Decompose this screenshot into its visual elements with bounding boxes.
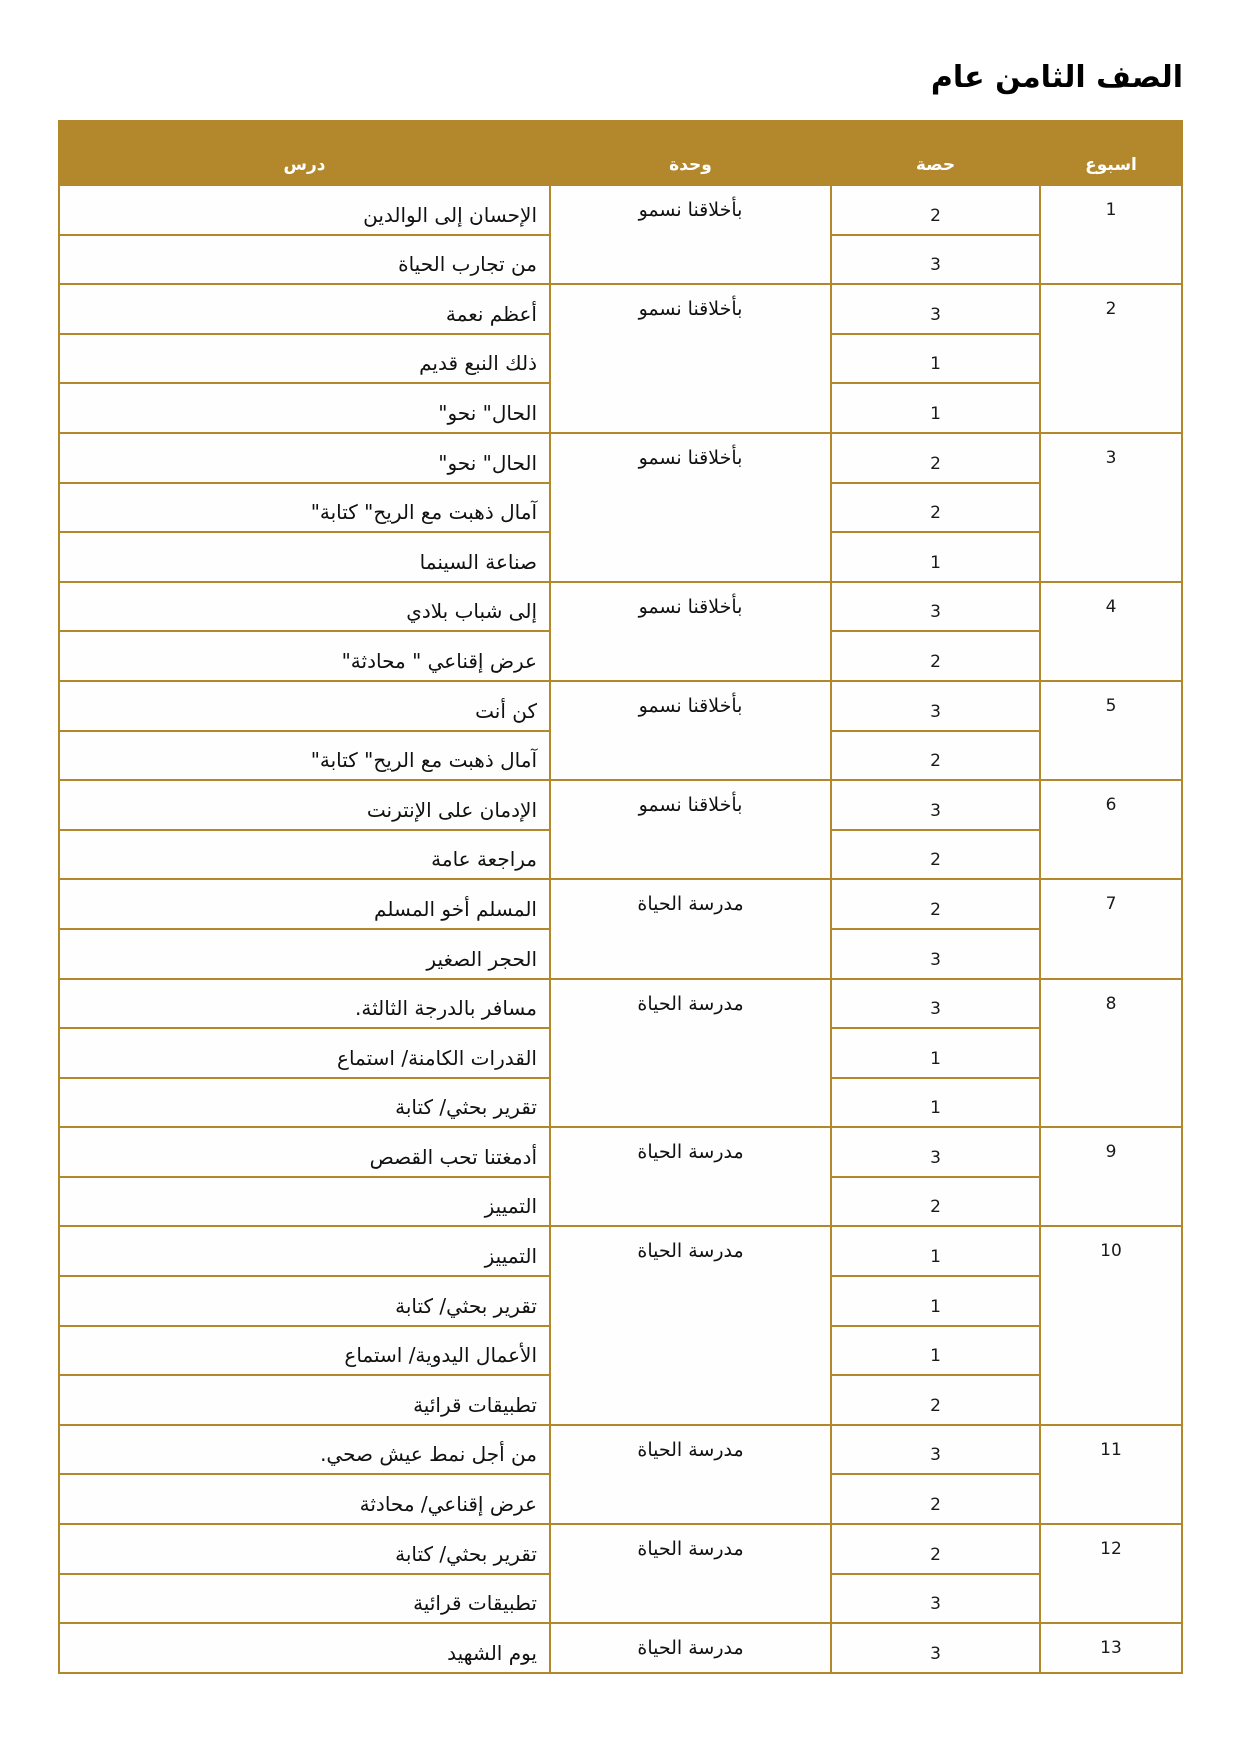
unit-name-cell: بأخلاقنا نسمو <box>550 433 831 582</box>
period-count-cell: 3 <box>831 1425 1040 1475</box>
unit-name-cell: مدرسة الحياة <box>550 1623 831 1673</box>
schedule-row <box>59 284 1182 334</box>
schedule-row <box>59 879 1182 929</box>
period-count-cell: 2 <box>831 830 1040 880</box>
period-count-cell: 1 <box>831 1028 1040 1078</box>
period-count-cell: 3 <box>831 284 1040 334</box>
schedule-row <box>59 1226 1182 1276</box>
period-count-cell: 2 <box>831 483 1040 533</box>
period-count-cell: 3 <box>831 235 1040 285</box>
lesson-name-cell: مراجعة عامة <box>59 830 550 880</box>
period-count-cell: 2 <box>831 631 1040 681</box>
week-number-cell: 10 <box>1040 1226 1182 1424</box>
week-number-cell: 12 <box>1040 1524 1182 1623</box>
schedule-table-header <box>59 121 1182 185</box>
schedule-row <box>59 1127 1182 1177</box>
curriculum-schedule-table <box>58 120 1183 1674</box>
lesson-name-cell: أدمغتنا تحب القصص <box>59 1127 550 1177</box>
period-count-cell: 1 <box>831 1326 1040 1376</box>
unit-name-cell: مدرسة الحياة <box>550 1425 831 1524</box>
lesson-name-cell: عرض إقناعي/ محادثة <box>59 1474 550 1524</box>
week-number-cell: 13 <box>1040 1623 1182 1673</box>
lesson-name-cell: التمييز <box>59 1177 550 1227</box>
period-count-cell: 2 <box>831 731 1040 781</box>
period-count-cell: 1 <box>831 1276 1040 1326</box>
period-count-cell: 3 <box>831 1574 1040 1624</box>
period-count-cell: 2 <box>831 433 1040 483</box>
week-number-cell: 9 <box>1040 1127 1182 1226</box>
period-count-cell: 3 <box>831 1127 1040 1177</box>
week-number-cell: 4 <box>1040 582 1182 681</box>
week-number-cell: 6 <box>1040 780 1182 879</box>
lesson-name-cell: المسلم أخو المسلم <box>59 879 550 929</box>
period-count-cell: 1 <box>831 334 1040 384</box>
schedule-table-body <box>59 185 1182 1673</box>
unit-name-cell: مدرسة الحياة <box>550 1226 831 1424</box>
unit-name-cell: مدرسة الحياة <box>550 979 831 1128</box>
unit-name-cell: مدرسة الحياة <box>550 1524 831 1623</box>
schedule-row <box>59 1425 1182 1475</box>
lesson-name-cell: آمال ذهبت مع الريح" كتابة" <box>59 731 550 781</box>
schedule-row <box>59 185 1182 235</box>
lesson-name-cell: الحجر الصغير <box>59 929 550 979</box>
week-number-cell: 11 <box>1040 1425 1182 1524</box>
unit-name-cell: مدرسة الحياة <box>550 879 831 978</box>
lesson-name-cell: صناعة السينما <box>59 532 550 582</box>
week-number-cell: 3 <box>1040 433 1182 582</box>
unit-name-cell: مدرسة الحياة <box>550 1127 831 1226</box>
week-number-cell: 5 <box>1040 681 1182 780</box>
unit-name-cell: بأخلاقنا نسمو <box>550 780 831 879</box>
schedule-row <box>59 433 1182 483</box>
period-count-cell: 2 <box>831 1177 1040 1227</box>
unit-name-cell: بأخلاقنا نسمو <box>550 185 831 284</box>
col-header-week: اسبوع <box>1040 121 1182 185</box>
schedule-row <box>59 979 1182 1029</box>
period-count-cell: 3 <box>831 929 1040 979</box>
period-count-cell: 3 <box>831 979 1040 1029</box>
period-count-cell: 2 <box>831 1375 1040 1425</box>
period-count-cell: 3 <box>831 681 1040 731</box>
lesson-name-cell: التمييز <box>59 1226 550 1276</box>
period-count-cell: 2 <box>831 879 1040 929</box>
col-header-lesson: درس <box>59 121 550 185</box>
col-header-unit: وحدة <box>550 121 831 185</box>
period-count-cell: 2 <box>831 185 1040 235</box>
lesson-name-cell: تطبيقات قرائية <box>59 1574 550 1624</box>
schedule-row <box>59 582 1182 632</box>
lesson-name-cell: ذلك النبع قديم <box>59 334 550 384</box>
lesson-name-cell: الحال" نحو" <box>59 433 550 483</box>
lesson-name-cell: كن أنت <box>59 681 550 731</box>
period-count-cell: 1 <box>831 532 1040 582</box>
period-count-cell: 1 <box>831 1226 1040 1276</box>
lesson-name-cell: الإدمان على الإنترنت <box>59 780 550 830</box>
unit-name-cell: بأخلاقنا نسمو <box>550 582 831 681</box>
period-count-cell: 1 <box>831 1078 1040 1128</box>
col-header-period: حصة <box>831 121 1040 185</box>
schedule-row <box>59 780 1182 830</box>
week-number-cell: 1 <box>1040 185 1182 284</box>
schedule-row <box>59 1524 1182 1574</box>
lesson-name-cell: يوم الشهيد <box>59 1623 550 1673</box>
lesson-name-cell: عرض إقناعي " محادثة" <box>59 631 550 681</box>
lesson-name-cell: تقرير بحثي/ كتابة <box>59 1524 550 1574</box>
period-count-cell: 2 <box>831 1524 1040 1574</box>
lesson-name-cell: الإحسان إلى الوالدين <box>59 185 550 235</box>
lesson-name-cell: تقرير بحثي/ كتابة <box>59 1078 550 1128</box>
lesson-name-cell: تطبيقات قرائية <box>59 1375 550 1425</box>
schedule-row <box>59 681 1182 731</box>
lesson-name-cell: من تجارب الحياة <box>59 235 550 285</box>
period-count-cell: 1 <box>831 383 1040 433</box>
lesson-name-cell: أعظم نعمة <box>59 284 550 334</box>
period-count-cell: 3 <box>831 1623 1040 1673</box>
period-count-cell: 3 <box>831 780 1040 830</box>
week-number-cell: 7 <box>1040 879 1182 978</box>
lesson-name-cell: من أجل نمط عيش صحي. <box>59 1425 550 1475</box>
page-title: الصف الثامن عام <box>930 60 1183 95</box>
week-number-cell: 2 <box>1040 284 1182 433</box>
lesson-name-cell: إلى شباب بلادي <box>59 582 550 632</box>
period-count-cell: 2 <box>831 1474 1040 1524</box>
lesson-name-cell: مسافر بالدرجة الثالثة. <box>59 979 550 1029</box>
lesson-name-cell: الأعمال اليدوية/ استماع <box>59 1326 550 1376</box>
lesson-name-cell: تقرير بحثي/ كتابة <box>59 1276 550 1326</box>
unit-name-cell: بأخلاقنا نسمو <box>550 681 831 780</box>
unit-name-cell: بأخلاقنا نسمو <box>550 284 831 433</box>
lesson-name-cell: القدرات الكامنة/ استماع <box>59 1028 550 1078</box>
lesson-name-cell: آمال ذهبت مع الريح" كتابة" <box>59 483 550 533</box>
period-count-cell: 3 <box>831 582 1040 632</box>
schedule-row <box>59 1623 1182 1673</box>
header-row <box>59 121 1182 185</box>
lesson-name-cell: الحال" نحو" <box>59 383 550 433</box>
week-number-cell: 8 <box>1040 979 1182 1128</box>
